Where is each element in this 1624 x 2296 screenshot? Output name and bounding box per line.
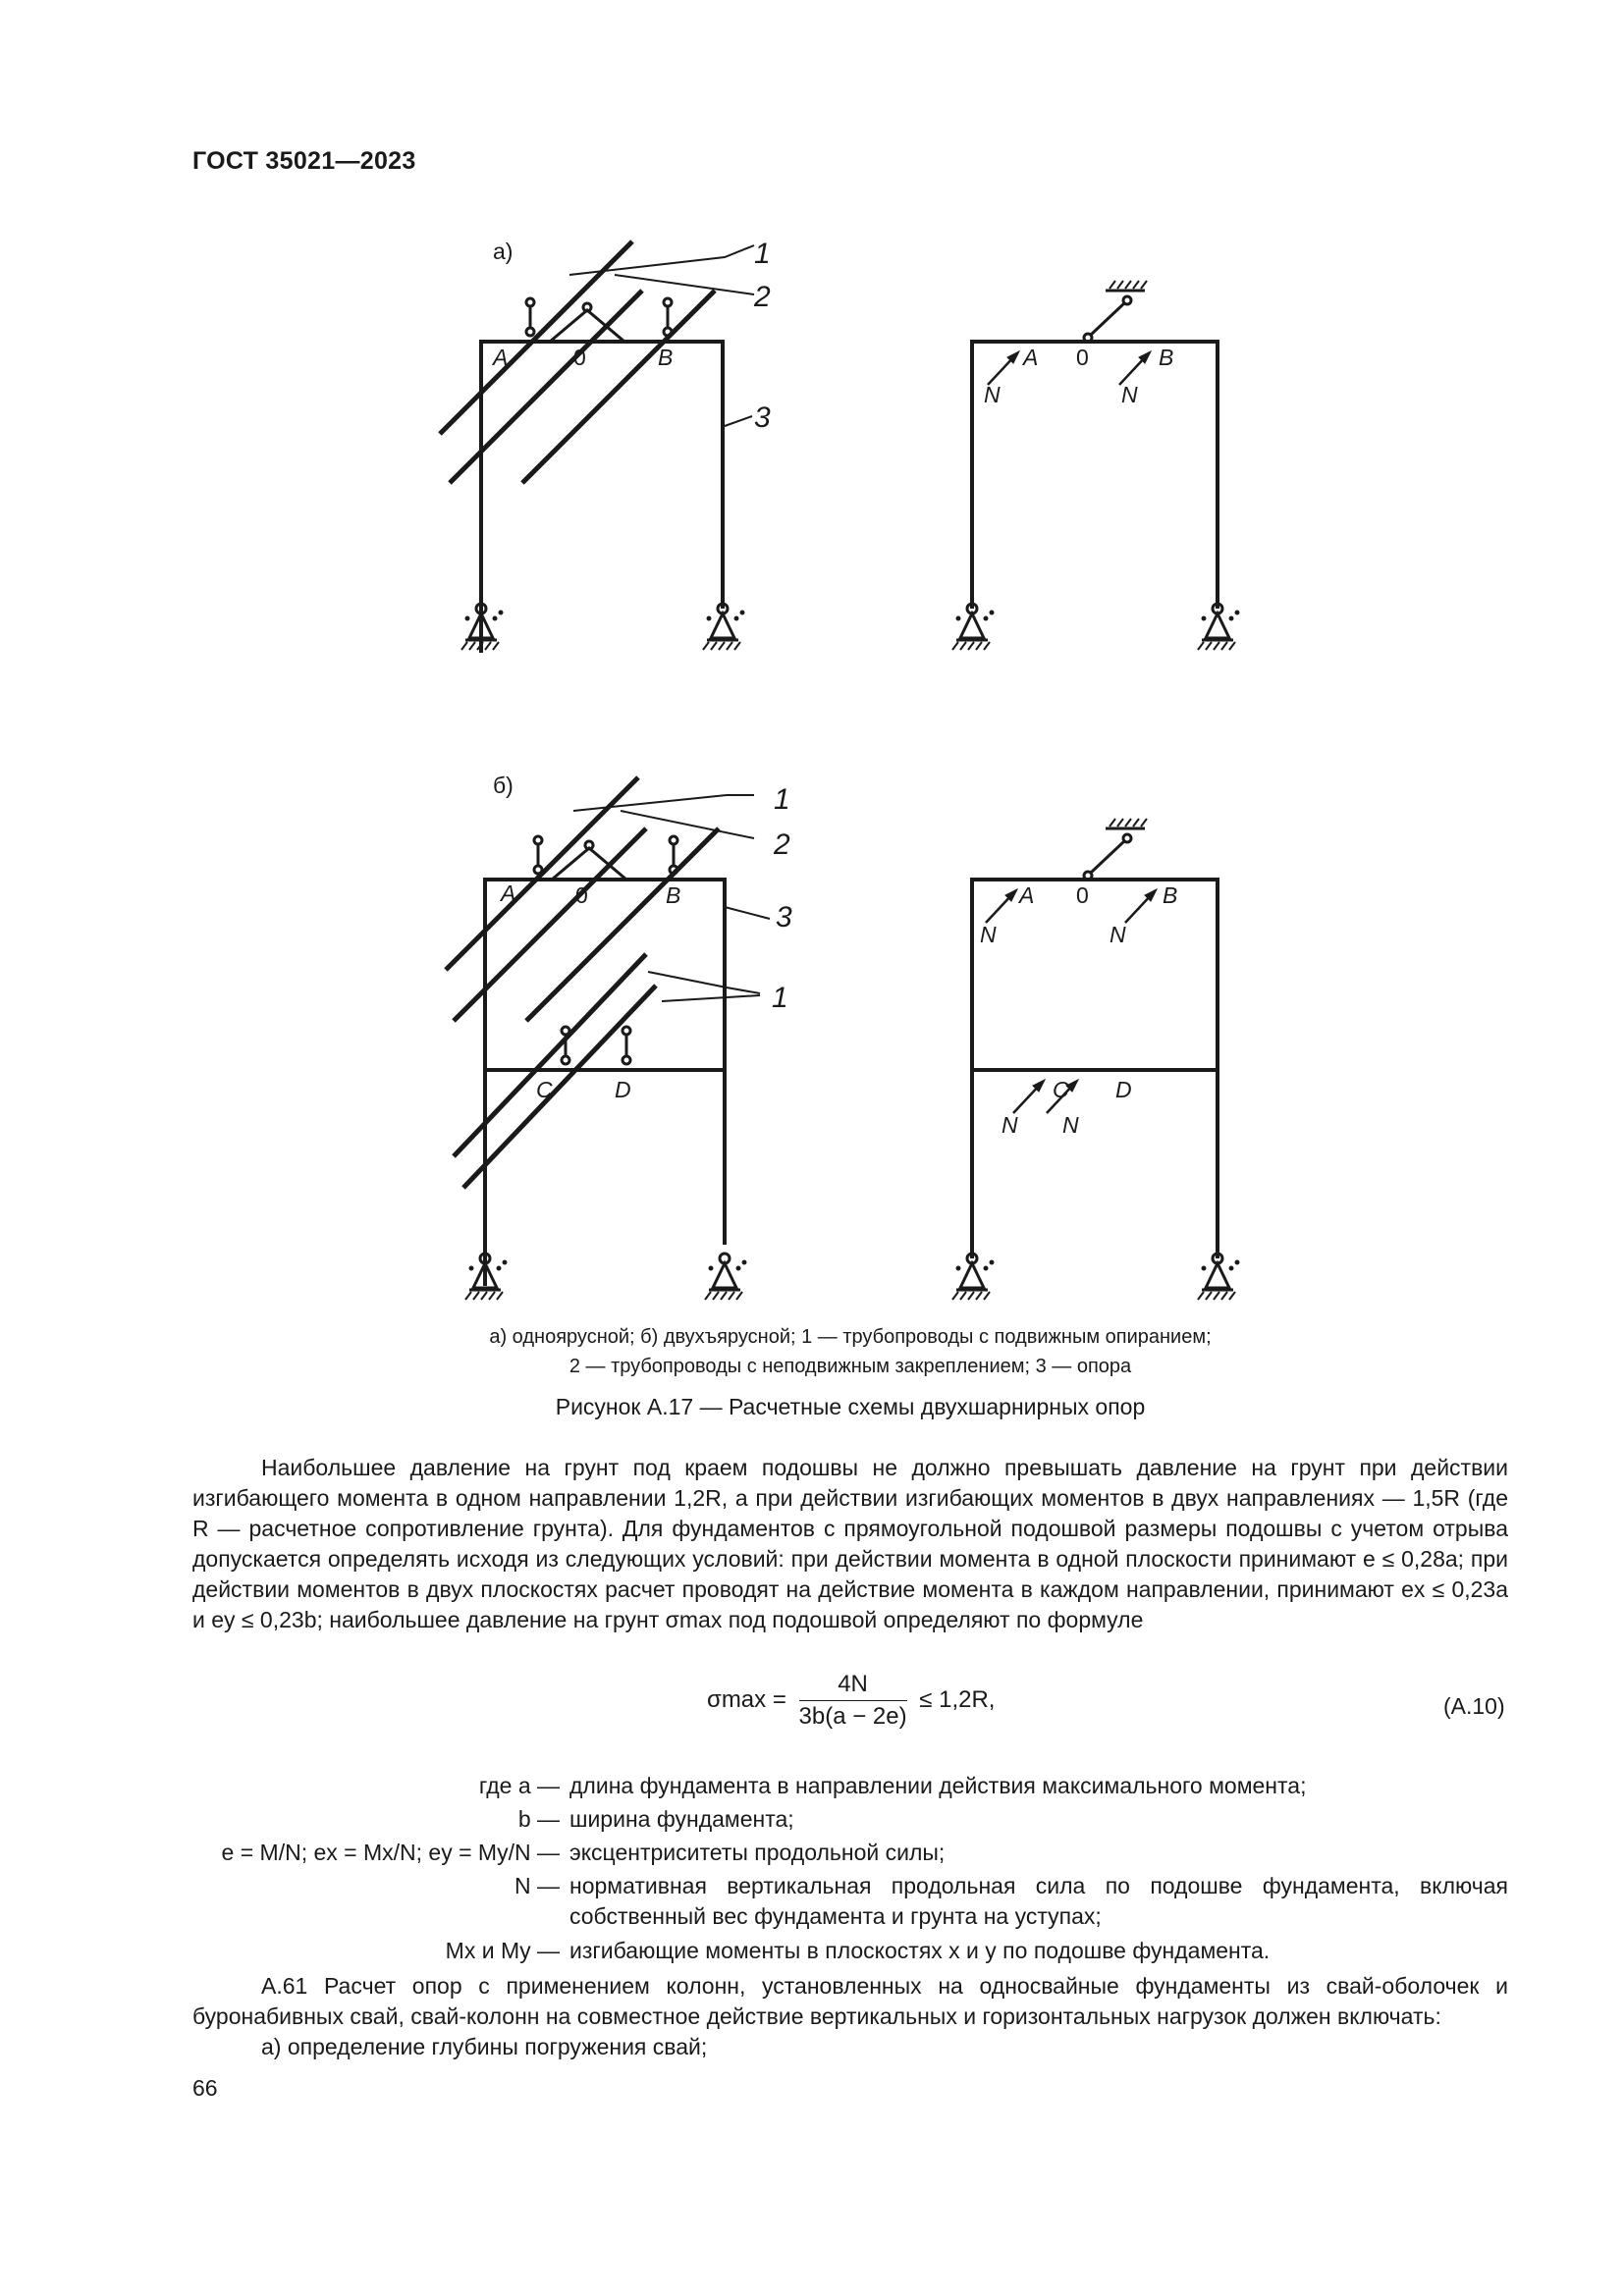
label-O: 0: [1076, 345, 1089, 370]
label-B: B: [666, 882, 681, 908]
label-C: C: [1053, 1077, 1069, 1102]
section-a61: [192, 1971, 1508, 2062]
panel-b-right-scheme: [952, 819, 1239, 1300]
formula-numerator: 4N: [799, 1671, 907, 1701]
label-A: A: [1023, 345, 1039, 370]
definition-term: e = M/N; ex = Mx/N; ey = My/N —: [221, 1840, 560, 1865]
definition-text: ширина фундамента;: [569, 1806, 794, 1832]
formula-lhs: σmax =: [707, 1685, 786, 1713]
figure-caption-line2: 2 — трубопроводы с неподвижным закреплением; 3 — опора: [568, 1356, 1132, 1377]
label-1: 1: [772, 982, 788, 1014]
definition-text: длина фундамента в направлении действия максимального момента;: [569, 1773, 1307, 1798]
label-A: A: [501, 881, 516, 906]
paragraph-a61: А.61 Расчет опор с применением колонн, установленных на односвайные фундаменты из свай-оболочек и буронабивных свай, свай-колонн на совместное действие вертикальных и горизонтальных нагрузок должен включать:: [192, 1973, 1508, 2029]
definition-term: Mx и My —: [445, 1938, 560, 1963]
label-C: C: [536, 1077, 553, 1102]
label-1: 1: [754, 238, 771, 270]
label-O: 0: [1076, 882, 1089, 908]
label-B: B: [1163, 882, 1178, 908]
figure-title: Рисунок А.17 — Расчетные схемы двухшарнирных опор: [555, 1394, 1146, 1419]
label-2: 2: [774, 828, 790, 861]
label-A: A: [1019, 882, 1035, 908]
label-B: B: [1159, 345, 1174, 370]
label-N: N: [1110, 922, 1126, 947]
label-D: D: [615, 1077, 631, 1102]
list-item-a: а) определение глубины погружения свай;: [261, 2034, 708, 2059]
panel-b-left-scheme: [446, 773, 792, 1300]
panel-a-left-scheme: [440, 238, 771, 653]
label-2: 2: [754, 281, 771, 313]
formula-fraction: [799, 1671, 907, 1731]
label-B: B: [658, 345, 674, 370]
panel-a-right-scheme: [952, 281, 1239, 650]
page-number: 66: [192, 2075, 218, 2101]
label-D: D: [1115, 1077, 1132, 1102]
panel-a-label: а): [493, 239, 514, 264]
figure-caption-line1: а) одноярусной; б) двухъярусной; 1 — трубопроводы с подвижным опиранием;: [489, 1326, 1212, 1348]
label-3: 3: [776, 901, 792, 934]
equation-number: (А.10): [1443, 1693, 1505, 1719]
label-3: 3: [754, 401, 771, 434]
panel-b-label: б): [493, 773, 514, 798]
definition-text: нормативная вертикальная продольная сила по подошве фундамента, включая собственный вес фундамента и грунта на уступах;: [569, 1873, 1508, 1929]
body-paragraph: [192, 1453, 1508, 1635]
definition-term: N —: [514, 1873, 560, 1898]
definition-term: b —: [517, 1806, 560, 1832]
definition-row: [0, 1871, 1624, 1934]
formula-rhs: ≤ 1,2R,: [919, 1685, 996, 1713]
label-N: N: [1062, 1112, 1079, 1138]
definition-term: где a —: [478, 1773, 560, 1798]
label-1: 1: [774, 783, 790, 816]
label-N: N: [1001, 1112, 1018, 1138]
formula-denominator: 3b(a − 2e): [798, 1703, 907, 1730]
label-A: A: [493, 345, 509, 370]
label-N: N: [980, 922, 997, 947]
label-O: 0: [573, 345, 586, 370]
definition-text: изгибающие моменты в плоскостях x и y по подошве фундамента.: [569, 1938, 1271, 1963]
paragraph-text: Наибольшее давление на грунт под краем подошвы не должно превышать давление на грунт при действии изгибающего момента в одном направлении 1,2R, а при действии изгибающих моментов в двух направлениях — 1,5R (где R — расчетное сопротивление грунта). Для фундаментов с прямоугольной подошвой размеры подошвы с учетом отрыва допускается определять исходя из следующих условий: при действии момента в одной плоскости принимают e ≤ 0,28a; при действии моментов в двух плоскостях расчет проводят на действие момента в каждом направлении, принимают ex ≤ 0,23a и ey ≤ 0,23b; наибольшее давление на грунт σmax под подошвой определяют по формуле: [192, 1455, 1508, 1632]
definition-text: эксцентриситеты продольной силы;: [569, 1840, 946, 1865]
label-N: N: [984, 382, 1001, 407]
document-header: ГОСТ 35021—2023: [192, 147, 416, 175]
formula-a10: [707, 1671, 995, 1731]
label-N: N: [1121, 382, 1138, 407]
label-O: 0: [575, 882, 588, 908]
